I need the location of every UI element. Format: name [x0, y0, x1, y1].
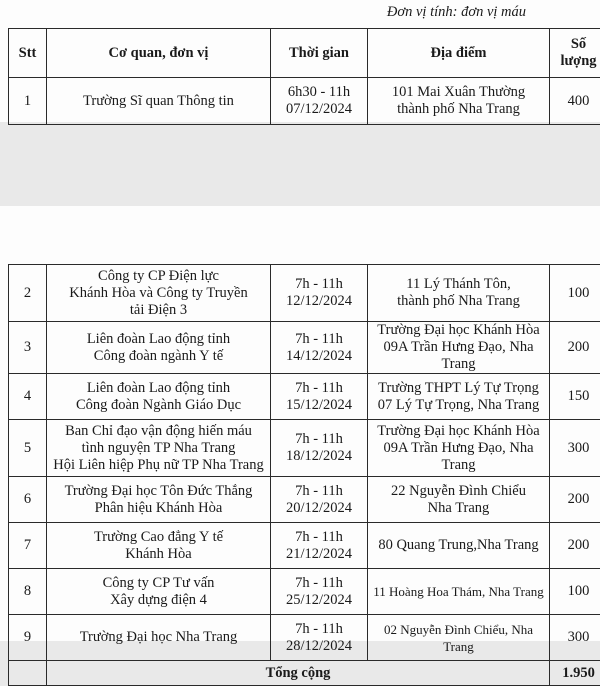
cell-location: Trường THPT Lý Tự Trọng 07 Lý Tự Trọng, Nha Trang: [368, 374, 550, 420]
cell-stt: 8: [9, 569, 47, 615]
cell-qty: 200: [550, 523, 600, 569]
cell-qty: 100: [550, 569, 600, 615]
header-org: Cơ quan, đơn vị: [47, 29, 271, 78]
cell-time: 7h - 11h 28/12/2024: [271, 615, 368, 661]
cell-org: Trường Đại học Tôn Đức Thắng Phân hiệu Khánh Hòa: [47, 477, 271, 523]
cell-location: 11 Hoàng Hoa Thám, Nha Trang: [368, 569, 550, 615]
cell-time: 7h - 11h 14/12/2024: [271, 322, 368, 374]
cell-time: 7h - 11h 18/12/2024: [271, 420, 368, 477]
document-page-top: [0, 0, 600, 122]
cell-org: Trường Sĩ quan Thông tin: [47, 78, 271, 125]
total-row: [9, 661, 600, 686]
cell-stt: 7: [9, 523, 47, 569]
cell-stt: 4: [9, 374, 47, 420]
cell-location: 11 Lý Thánh Tôn, thành phố Nha Trang: [368, 265, 550, 322]
cell-org: Công ty CP Tư vấn Xây dựng điện 4: [47, 569, 271, 615]
cell-qty: 200: [550, 477, 600, 523]
header-stt: Stt: [9, 29, 47, 78]
cell-stt: 6: [9, 477, 47, 523]
cell-time: 7h - 11h 25/12/2024: [271, 569, 368, 615]
table-row: [9, 322, 600, 374]
cell-stt: 5: [9, 420, 47, 477]
cell-location: 80 Quang Trung,Nha Trang: [368, 523, 550, 569]
schedule-table-header-part: [8, 28, 600, 125]
cell-location: 02 Nguyễn Đình Chiểu, Nha Trang: [368, 615, 550, 661]
cell-location: 22 Nguyễn Đình Chiểu Nha Trang: [368, 477, 550, 523]
cell-qty: 100: [550, 265, 600, 322]
unit-note: Đơn vị tính: đơn vị máu: [387, 4, 526, 21]
document-page-bottom: [0, 206, 600, 641]
cell-stt: 2: [9, 265, 47, 322]
schedule-table-continued: [8, 264, 600, 686]
table-row: [9, 615, 600, 661]
cell-stt: 9: [9, 615, 47, 661]
table-row: [9, 523, 600, 569]
table-header-row: [9, 29, 600, 78]
cell-qty: 200: [550, 322, 600, 374]
cell-location: Trường Đại học Khánh Hòa 09A Trần Hưng Đạo, Nha Trang: [368, 420, 550, 477]
cell-time: 7h - 11h 20/12/2024: [271, 477, 368, 523]
table-row: [9, 420, 600, 477]
cell-location: 101 Mai Xuân Thường thành phố Nha Trang: [368, 78, 550, 125]
cell-stt: 1: [9, 78, 47, 125]
cell-location: Trường Đại học Khánh Hòa 09A Trần Hưng Đạo, Nha Trang: [368, 322, 550, 374]
total-value: 1.950: [550, 661, 600, 686]
cell-empty: [9, 661, 47, 686]
cell-qty: 300: [550, 420, 600, 477]
cell-qty: 150: [550, 374, 600, 420]
table-row: [9, 569, 600, 615]
total-label: Tổng cộng: [47, 661, 550, 686]
table-row: [9, 78, 600, 125]
table-row: [9, 477, 600, 523]
cell-qty: 400: [550, 78, 600, 125]
cell-time: 7h - 11h 15/12/2024: [271, 374, 368, 420]
cell-org: Trường Cao đẳng Y tế Khánh Hòa: [47, 523, 271, 569]
cell-qty: 300: [550, 615, 600, 661]
cell-org: Liên đoàn Lao động tỉnh Công đoàn Ngành Giáo Dục: [47, 374, 271, 420]
table-row: [9, 374, 600, 420]
cell-time: 7h - 11h 12/12/2024: [271, 265, 368, 322]
header-qty: Số lượng: [550, 29, 600, 78]
header-location: Địa điểm: [368, 29, 550, 78]
cell-org: Công ty CP Điện lực Khánh Hòa và Công ty Truyền tải Điện 3: [47, 265, 271, 322]
cell-org: Liên đoàn Lao động tỉnh Công đoàn ngành Y tế: [47, 322, 271, 374]
cell-org: Ban Chỉ đạo vận động hiến máu tình nguyện TP Nha Trang Hội Liên hiệp Phụ nữ TP Nha Trang: [47, 420, 271, 477]
table-row: [9, 265, 600, 322]
cell-org: Trường Đại học Nha Trang: [47, 615, 271, 661]
cell-time: 6h30 - 11h 07/12/2024: [271, 78, 368, 125]
header-time: Thời gian: [271, 29, 368, 78]
cell-stt: 3: [9, 322, 47, 374]
cell-time: 7h - 11h 21/12/2024: [271, 523, 368, 569]
